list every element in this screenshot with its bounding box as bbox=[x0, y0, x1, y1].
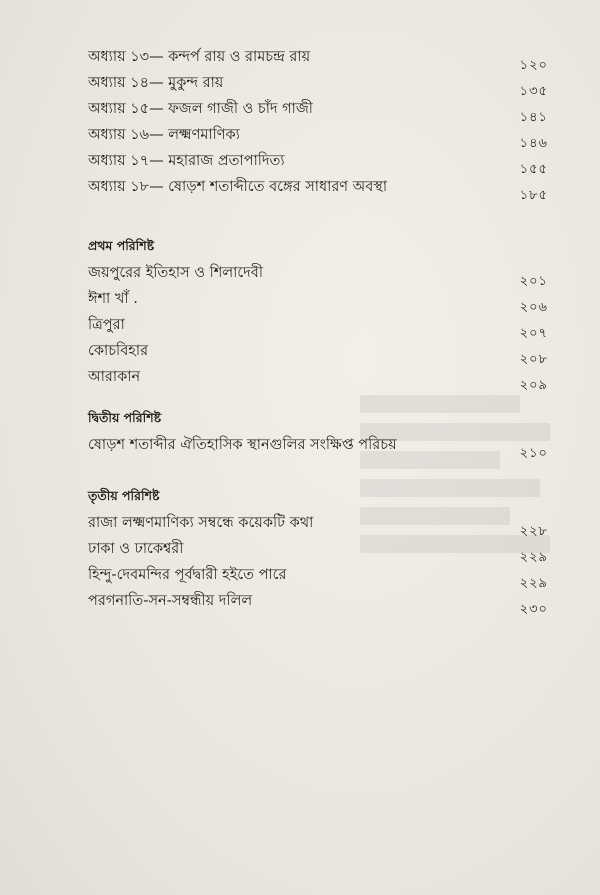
toc-entry-isa-khan[interactable] bbox=[88, 288, 548, 314]
page-number: ২০৯ bbox=[519, 378, 548, 393]
toc-entry-tripura[interactable] bbox=[88, 314, 548, 340]
entry-label: আরাকান bbox=[88, 369, 141, 385]
chapter-list bbox=[88, 46, 548, 202]
entry-label: হিন্দু-দেবমন্দির পূর্বদ্বারী হইতে পারে bbox=[88, 567, 287, 583]
entry-label: ঢাকা ও ঢাকেশ্বরী bbox=[88, 541, 184, 557]
toc-entry-chapter-13[interactable] bbox=[88, 46, 548, 72]
page-number: ১৫৫ bbox=[519, 162, 548, 177]
page-number: ২১০ bbox=[519, 446, 548, 461]
toc-entry-cooch-behar[interactable] bbox=[88, 340, 548, 366]
page-number: ২২৮ bbox=[519, 524, 548, 539]
toc-entry-temple[interactable] bbox=[88, 564, 548, 590]
entry-label: অধ্যায় ১৫— ফজল গাজী ও চাঁদ গাজী bbox=[88, 101, 313, 117]
entry-label: অধ্যায় ১৩— কন্দর্প রায় ও রামচন্দ্র রায় bbox=[88, 49, 311, 65]
toc-entry-document[interactable] bbox=[88, 590, 548, 616]
toc-entry-historic-places[interactable] bbox=[88, 434, 548, 460]
appendix-2 bbox=[88, 410, 548, 460]
toc-entry-chapter-18[interactable] bbox=[88, 176, 548, 202]
section-heading: দ্বিতীয় পরিশিষ্ট bbox=[88, 410, 162, 425]
section-heading: তৃতীয় পরিশিষ্ট bbox=[88, 488, 160, 503]
page-number: ২২৯ bbox=[519, 550, 548, 565]
page-number: ১৮৫ bbox=[519, 188, 548, 203]
entry-label: ষোড়শ শতাব্দীর ঐতিহাসিক স্থানগুলির সংক্ষিপ্ত পরিচয় bbox=[88, 437, 397, 453]
section-heading: প্রথম পরিশিষ্ট bbox=[88, 238, 155, 253]
toc-entry-dhaka[interactable] bbox=[88, 538, 548, 564]
toc-entry-chapter-16[interactable] bbox=[88, 124, 548, 150]
page-number: ২০৭ bbox=[519, 326, 548, 341]
entry-label: রাজা লক্ষ্মণমাণিক্য সম্বন্ধে কয়েকটি কথা bbox=[88, 515, 314, 531]
toc-entry-arakan[interactable] bbox=[88, 366, 548, 392]
entry-label: কোচবিহার bbox=[88, 343, 149, 359]
toc-entry-jaipur[interactable] bbox=[88, 262, 548, 288]
toc-entry-chapter-15[interactable] bbox=[88, 98, 548, 124]
page-number: ২০৬ bbox=[519, 300, 548, 315]
entry-label: জয়পুরের ইতিহাস ও শিলাদেবী bbox=[88, 265, 264, 281]
page-number: ২২৯ bbox=[519, 576, 548, 591]
appendix-3 bbox=[88, 488, 548, 616]
entry-label: অধ্যায় ১৮— ষোড়শ শতাব্দীতে বঙ্গের সাধারণ অবস্থা bbox=[88, 179, 388, 195]
toc-entry-lakshmanmanikya[interactable] bbox=[88, 512, 548, 538]
page-number: ২০১ bbox=[519, 274, 548, 289]
appendix-1 bbox=[88, 238, 548, 392]
page-number: ১৪১ bbox=[519, 110, 548, 125]
page-number: ২০৮ bbox=[519, 352, 548, 367]
entry-label: ত্রিপুরা bbox=[88, 317, 125, 333]
page-number: ১২০ bbox=[519, 58, 548, 73]
page-number: ২৩০ bbox=[519, 602, 548, 617]
entry-label: পরগনাতি-সন-সম্বন্ধীয় দলিল bbox=[88, 593, 253, 609]
page-number: ১৪৬ bbox=[519, 136, 548, 151]
entry-label: অধ্যায় ১৪— মুকুন্দ রায় bbox=[88, 75, 224, 91]
entry-label: অধ্যায় ১৭— মহারাজ প্রতাপাদিত্য bbox=[88, 153, 285, 169]
page-number: ১৩৫ bbox=[519, 84, 548, 99]
toc-entry-chapter-17[interactable] bbox=[88, 150, 548, 176]
toc-entry-chapter-14[interactable] bbox=[88, 72, 548, 98]
entry-label: ঈশা খাঁ . bbox=[88, 291, 138, 307]
entry-label: অধ্যায় ১৬— লক্ষ্মণমাণিক্য bbox=[88, 127, 240, 143]
